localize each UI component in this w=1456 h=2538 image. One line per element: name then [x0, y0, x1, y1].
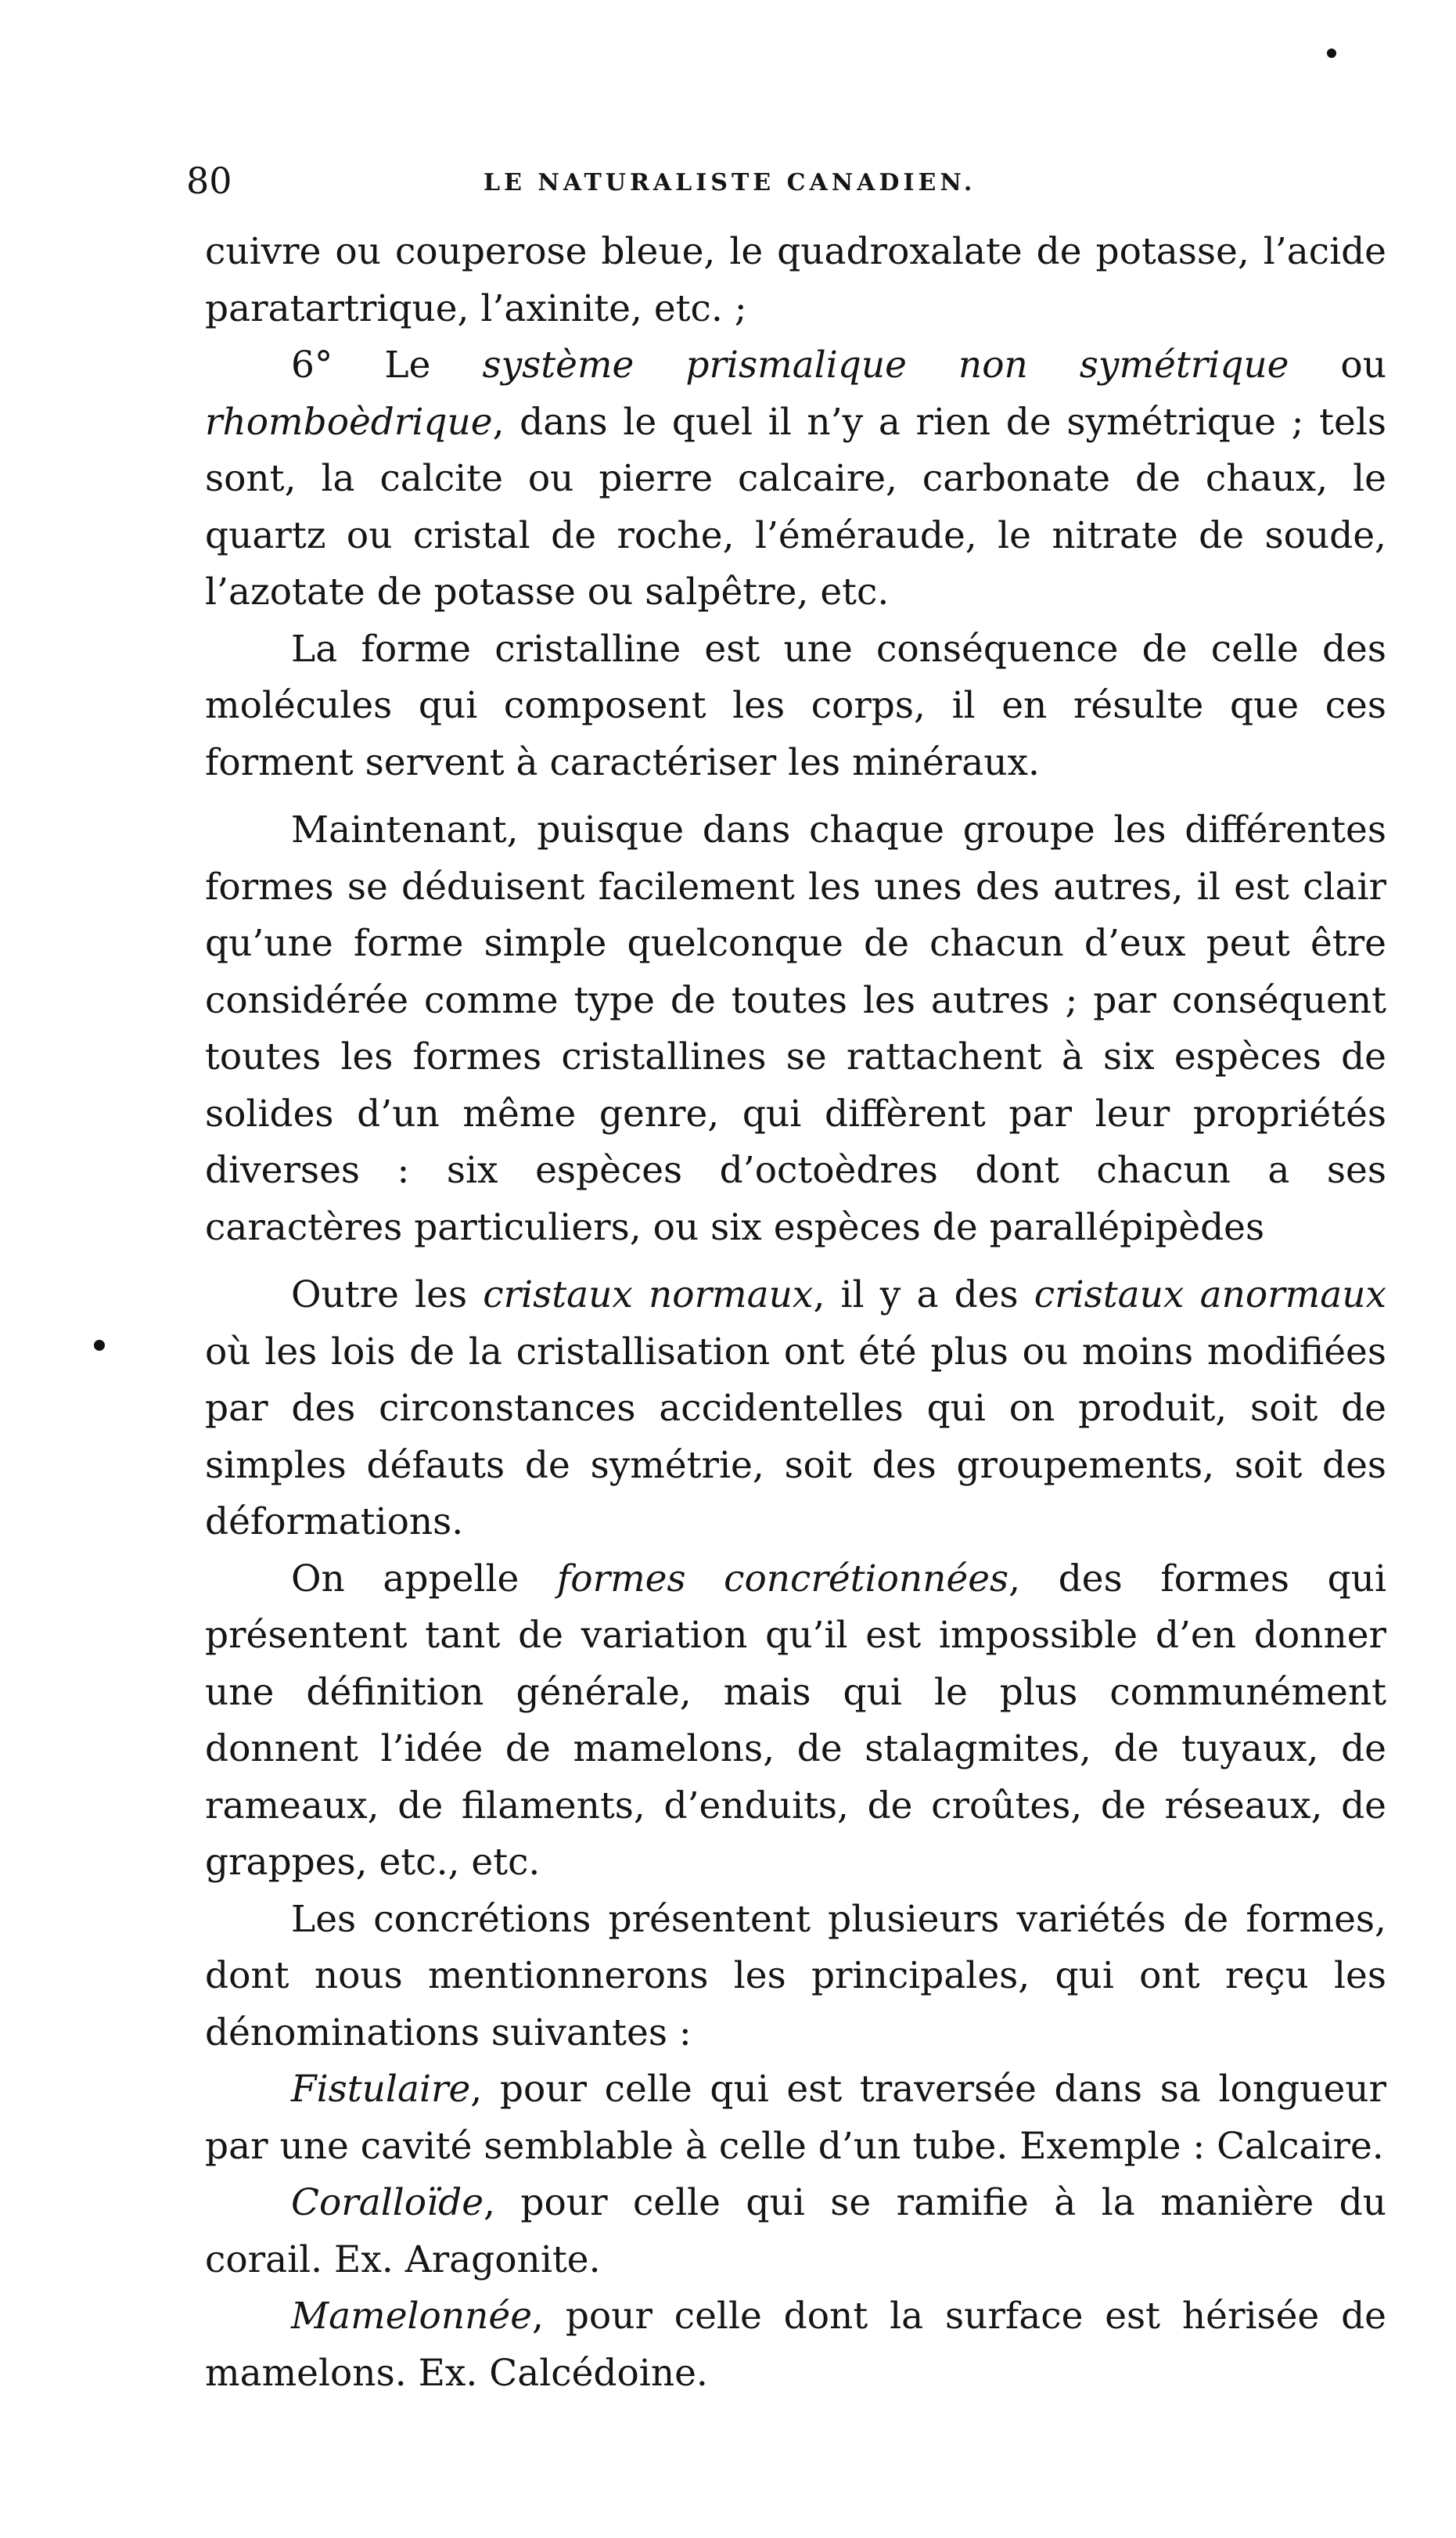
ink-speck — [1327, 49, 1336, 58]
text-run: ou — [1289, 344, 1386, 387]
text-run: , pour celle qui se ramifie à la manière du corail. Ex. Aragonite. — [205, 2181, 1386, 2281]
text-run: La forme cristalline est une conséquence de celle des molécules qui composent les corps, il en résulte que ces forment servent à caractériser les minéraux. — [205, 627, 1386, 784]
text-run: , dans le quel il n’y a rien de symétrique ; tels sont, la calcite ou pierre calcaire, carbonate de chaux, le quartz ou cristal de roche, l’éméraude, le nitrate de soude, l’azotate de potasse ou salpêtre, etc. — [205, 400, 1386, 614]
text-run: On appelle — [291, 1557, 557, 1600]
ink-speck — [94, 1340, 105, 1351]
text-run: cuivre ou couperose bleue, le quadroxalate de potasse, l’acide paratartrique, l’axinite, etc. ; — [205, 230, 1386, 330]
italic-text: Coralloïde — [291, 2181, 484, 2224]
italic-text: formes concrétionnées — [556, 1557, 1009, 1600]
text-run: 6° Le — [291, 344, 483, 387]
text-run: , pour celle dont la surface est hérisée de mamelons. Ex. Calcédoine. — [205, 2295, 1386, 2395]
italic-text: cristaux normaux — [483, 1273, 814, 1316]
text-run: où les lois de la cristallisation ont été plus ou moins modifiées par des circonstances accidentelles qui on produit, soit de simples défauts de symétrie, soit des groupements, soit des déformations. — [205, 1330, 1386, 1543]
running-header — [186, 153, 1391, 208]
text-run: Maintenant, puisque dans chaque groupe les différentes formes se déduisent facilement les unes des autres, il est clair qu’une forme simple quelconque de chacun d’eux peut être considérée comme type de toutes les autres ; par conséquent toutes les formes cristallines se rattachent à six espèces de solides d’un même genre, qui diffèrent par leur propriétés diverses : six espèces d’octoèdres dont chacun a ses caractères particuliers, ou six espèces de parallépipèdes — [205, 808, 1386, 1249]
paragraph — [205, 2061, 1386, 2175]
page-number: 80 — [186, 160, 232, 202]
paragraph — [205, 224, 1386, 337]
paragraph — [205, 802, 1386, 1256]
paragraph — [205, 337, 1386, 621]
text-run: Les concrétions présentent plusieurs variétés de formes, dont nous mentionnerons les principales, qui ont reçu les dénominations suivantes : — [205, 1897, 1386, 2054]
italic-text: Fistulaire — [291, 2068, 471, 2111]
italic-text: Mamelonnée — [291, 2295, 533, 2338]
body-text — [205, 224, 1386, 2439]
text-run: , il y a des — [813, 1273, 1034, 1316]
text-run: Outre les — [291, 1273, 484, 1316]
text-run: , des formes qui présentent tant de variation qu’il est impossible d’en donner une définition générale, mais qui le plus communément donnent l’idée de mamelons, de stalagmites, de tuyaux, de rameaux, de filaments, d’enduits, de croûtes, de réseaux, de grappes, etc., etc. — [205, 1557, 1386, 1884]
italic-text: cristaux anormaux — [1034, 1273, 1386, 1316]
paragraph — [205, 1267, 1386, 1551]
paragraph — [205, 2288, 1386, 2402]
paragraph — [205, 2175, 1386, 2288]
paragraph — [205, 621, 1386, 792]
italic-text: système prismalique non symétrique — [482, 344, 1289, 387]
italic-text: rhomboèdrique — [205, 400, 493, 444]
text-run: , pour celle qui est traversée dans sa longueur par une cavité semblable à celle d’un tube. Exemple : Calcaire. — [205, 2068, 1386, 2168]
paragraph — [205, 1551, 1386, 1892]
paragraph — [205, 1892, 1386, 2062]
journal-title: LE NATURALISTE CANADIEN. — [484, 169, 976, 196]
